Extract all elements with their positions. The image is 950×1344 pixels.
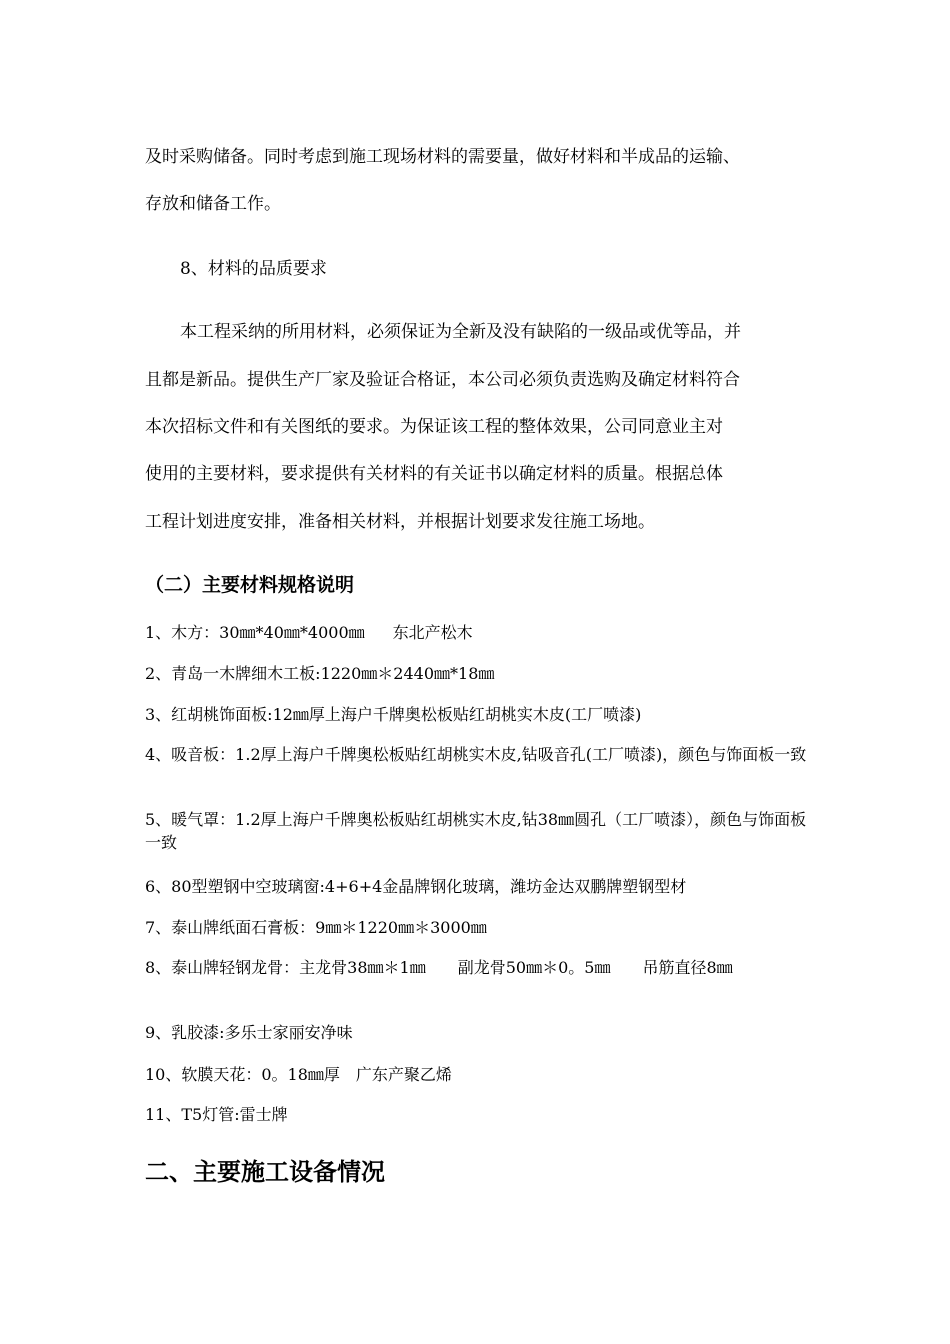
paragraph-line: 本工程采纳的所用材料，必须保证为全新及没有缺陷的一级品或优等品，并 (180, 322, 741, 342)
paragraph-line: 及时采购储备。同时考虑到施工现场材料的需要量，做好材料和半成品的运输、 (145, 147, 740, 167)
material-item: 10、软膜天花：0。18㎜厚 广东产聚乙烯 (145, 1065, 452, 1084)
paragraph-line: 本次招标文件和有关图纸的要求。为保证该工程的整体效果，公司同意业主对 (145, 417, 723, 437)
paragraph-line: 且都是新品。提供生产厂家及验证合格证，本公司必须负责选购及确定材料符合 (145, 370, 740, 390)
material-item: 5、暖气罩：1.2厚上海户千牌奥松板贴红胡桃实木皮,钻38㎜圆孔（工厂喷漆），颜色与饰面板一致 (145, 810, 807, 852)
material-item: 6、80型塑钢中空玻璃窗:4+6+4金晶牌钢化玻璃，潍坊金达双鹏牌塑钢型材 (145, 877, 687, 896)
material-item: 8、泰山牌轻钢龙骨：主龙骨38㎜＊1㎜ 副龙骨50㎜＊0。5㎜ 吊筋直径8㎜ (145, 958, 733, 977)
material-item: 3、红胡桃饰面板:12㎜厚上海户千牌奥松板贴红胡桃实木皮(工厂喷漆) (145, 705, 642, 724)
subheading: （二）主要材料规格说明 (145, 574, 355, 596)
material-item: 2、青岛一木牌细木工板:1220㎜＊2440㎜*18㎜ (145, 664, 495, 683)
material-item: 7、泰山牌纸面石膏板：9㎜＊1220㎜＊3000㎜ (145, 918, 487, 937)
material-item: 4、吸音板：1.2厚上海户千牌奥松板贴红胡桃实木皮,钻吸音孔(工厂喷漆)，颜色与饰面板一致 (145, 745, 807, 764)
paragraph-line: 使用的主要材料，要求提供有关材料的有关证书以确定材料的质量。根据总体 (145, 464, 723, 484)
material-origin: 东北产松木 (392, 623, 473, 642)
material-spec: 1、木方：30㎜*40㎜*4000㎜ (145, 623, 365, 642)
material-item: 9、乳胶漆:多乐士家丽安净味 (145, 1023, 353, 1042)
material-item (145, 621, 815, 644)
material-item: 11、T5灯管:雷士牌 (145, 1105, 288, 1124)
paragraph-line: 存放和储备工作。 (145, 194, 281, 214)
main-heading: 二、主要施工设备情况 (145, 1158, 385, 1186)
paragraph-line: 工程计划进度安排，准备相关材料，并根据计划要求发往施工场地。 (145, 512, 655, 532)
section-title: 8、材料的品质要求 (180, 259, 327, 279)
